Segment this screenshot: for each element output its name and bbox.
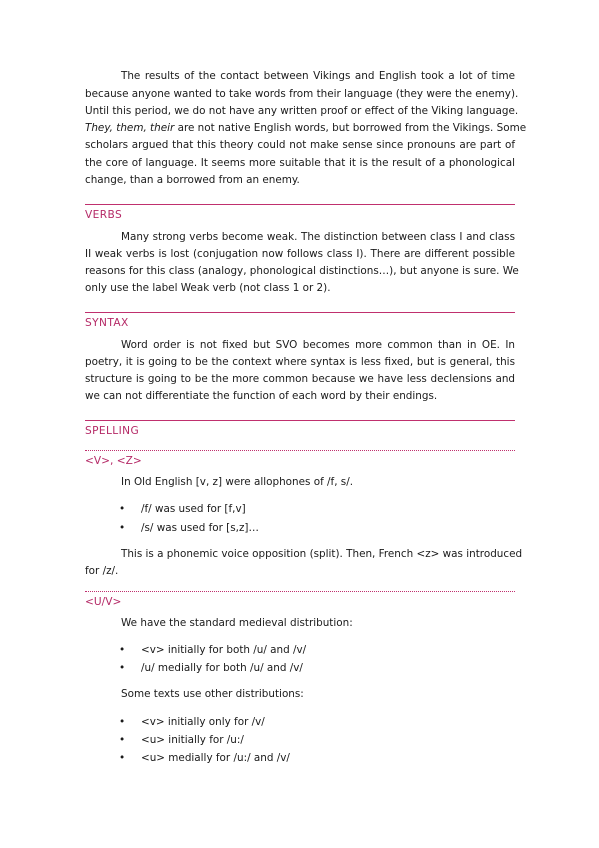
uv-bullet-3: [119, 716, 265, 728]
uv-bullet-2: [119, 662, 303, 674]
uv-bullet-5-text: <u> medially for /u:/ and /v/: [141, 752, 290, 764]
verbs-heading: VERBS: [85, 209, 123, 221]
vz-bullet-1: [119, 503, 246, 515]
bullet-icon: •: [119, 734, 126, 746]
verbs-line-2: II weak verbs is lost (conjugation now follows class I). There are different possible: [85, 248, 515, 260]
vz-bullet-1-text: /f/ was used for [f,v]: [141, 503, 246, 515]
bullet-icon: •: [119, 752, 126, 764]
syntax-line-3: structure is going to be the more common because we have less declensions and: [85, 373, 515, 385]
uv-intro: We have the standard medieval distribution:: [121, 617, 353, 629]
syntax-heading: SYNTAX: [85, 317, 129, 329]
intro-line-2: because anyone wanted to take words from their language (they were the enemy).: [85, 88, 519, 100]
uv-bullet-1-text: <v> initially for both /u/ and /v/: [141, 644, 307, 656]
vz-after-line-1: This is a phonemic voice opposition (split). Then, French <z> was introduced: [121, 548, 523, 560]
uv-subheading: <U/V>: [85, 596, 122, 608]
vz-after-line-2: for /z/.: [85, 565, 119, 577]
syntax-line-4: we can not differentiate the function of each word by their endings.: [85, 390, 438, 402]
uv-bullet-4-text: <u> initially for /u:/: [141, 734, 244, 746]
intro-line-1: The results of the contact between Vikings and English took a lot of time: [121, 70, 515, 82]
uv-intro-2: Some texts use other distributions:: [121, 688, 304, 700]
vz-intro: In Old English [v, z] were allophones of /f, s/.: [121, 476, 354, 488]
italic-pronouns: They, them, their: [85, 122, 175, 134]
uv-bullet-3-text: <v> initially only for /v/: [141, 716, 265, 728]
verbs-line-4: only use the label Weak verb (not class 1 or 2).: [85, 282, 331, 294]
uv-bullet-4: [119, 734, 244, 746]
spelling-heading: SPELLING: [85, 425, 140, 437]
verbs-line-1: Many strong verbs become weak. The distinction between class I and class: [121, 231, 515, 243]
verbs-rule: [85, 204, 515, 205]
vz-dotted-rule: [85, 450, 515, 451]
bullet-icon: •: [119, 522, 126, 534]
intro-line-7: change, than a borrowed from an enemy.: [85, 174, 300, 186]
intro-line-3: Until this period, we do not have any written proof or effect of the Viking language.: [85, 105, 519, 117]
spelling-rule: [85, 420, 515, 421]
uv-dotted-rule: [85, 591, 515, 592]
bullet-icon: •: [119, 503, 126, 515]
uv-bullet-2-text: /u/ medially for both /u/ and /v/: [141, 662, 303, 674]
intro-line-4-text: are not native English words, but borrowed from the Vikings. Some: [177, 122, 527, 134]
bullet-icon: •: [119, 662, 126, 674]
bullet-icon: •: [119, 644, 126, 656]
intro-line-6: the core of language. It seems more suitable that it is the result of a phonological: [85, 157, 515, 169]
vz-bullet-2: [119, 522, 259, 534]
syntax-line-1: Word order is not fixed but SVO becomes more common than in OE. In: [121, 339, 515, 351]
syntax-line-2: poetry, it is going to be the context where syntax is less fixed, but is general, this: [85, 356, 515, 368]
intro-line-4: [85, 122, 527, 134]
uv-bullet-5: [119, 752, 290, 764]
uv-bullet-1: [119, 644, 307, 656]
vz-subheading: <V>, <Z>: [85, 455, 142, 467]
syntax-rule: [85, 312, 515, 313]
intro-line-5: scholars argued that this theory could not make sense since pronouns are part of: [85, 139, 515, 151]
bullet-icon: •: [119, 716, 126, 728]
verbs-line-3: reasons for this class (analogy, phonological distinctions…), but anyone is sure. We: [85, 265, 519, 277]
vz-bullet-2-text: /s/ was used for [s,z]…: [141, 522, 259, 534]
